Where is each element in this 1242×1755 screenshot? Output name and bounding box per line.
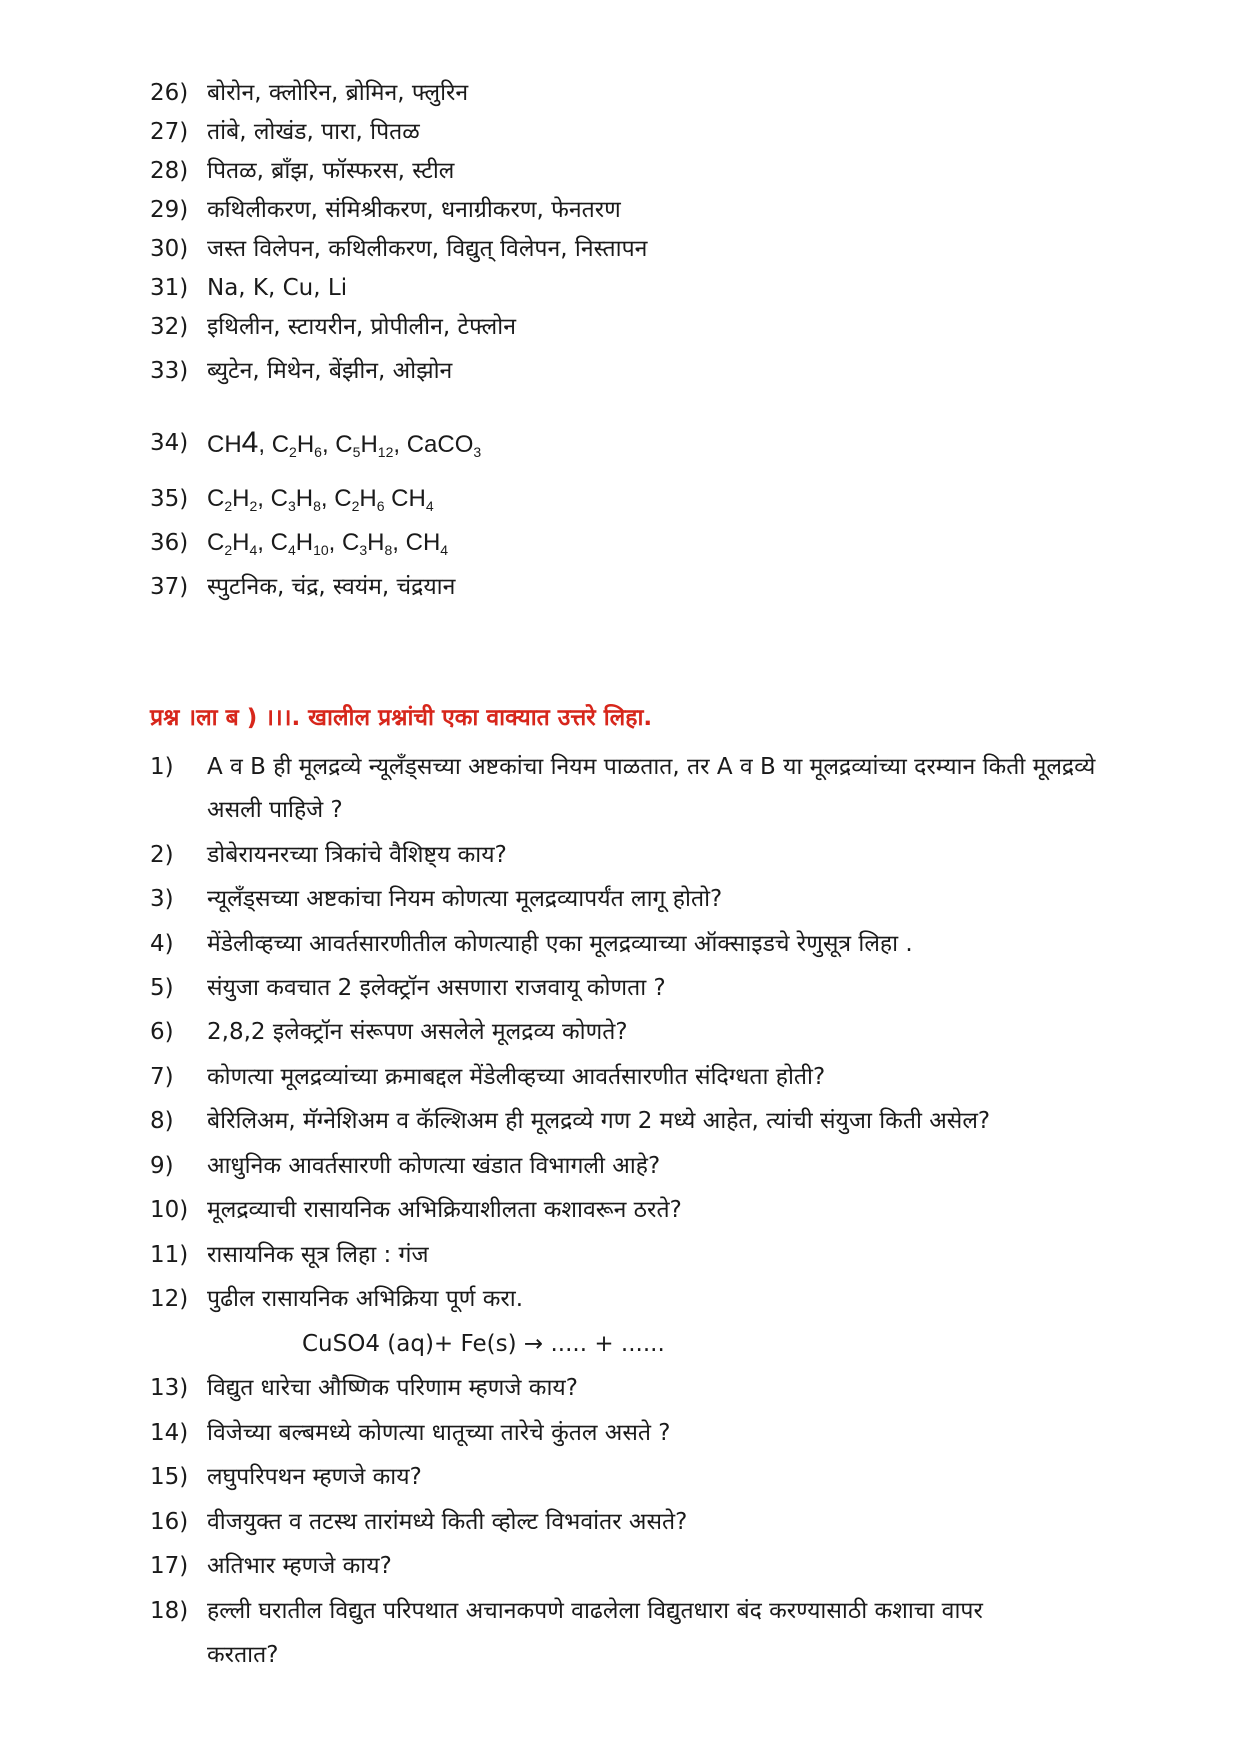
formula-subscript: 8 [384,542,393,558]
question-text: वीजयुक्त व तटस्थ तारांमध्ये किती व्होल्ट विभवांतर असते? [207,1509,688,1535]
question-number: 17) [150,1553,189,1579]
question-number: 18) [150,1598,189,1624]
question-number: 16) [150,1509,189,1535]
formula-part: CH [207,431,242,458]
formula-subscript: 10 [313,542,329,558]
formula-part: H [359,485,377,512]
question-text: बेरिलिअम, मॅग्नेशिअम व कॅल्शिअम ही मूलद्रव्ये गण 2 मध्ये आहेत, त्यांची संयुजा किती असेल? [207,1108,991,1134]
item-text: स्पुटनिक, चंद्र, स्वयंम, चंद्रयान [207,574,456,600]
formula-subscript: 3 [359,542,368,558]
formula-part: C [207,485,225,512]
formula-list [207,428,481,460]
formula-part: H [232,485,250,512]
item-text: इथिलीन, स्टायरीन, प्रोपीलीन, टेफ्लोन [207,314,516,340]
item-text: जस्त विलेपन, कथिलीकरण, विद्युत् विलेपन, निस्तापन [207,236,648,262]
question-number: 7) [150,1064,174,1090]
question-text: आधुनिक आवर्तसारणी कोणत्या खंडात विभागली आहे? [207,1153,661,1179]
formula-subscript: 2 [351,498,360,514]
section-heading: प्रश्न ।ला ब ) ।।।. खालील प्रश्नांची एका वाक्यात उत्तरे लिहा. [150,705,653,731]
question-number: 8) [150,1108,174,1134]
formula-subscript: 6 [376,498,385,514]
question-text: विद्युत धारेचा औष्णिक परिणाम म्हणजे काय? [207,1375,578,1401]
formula-subscript: 8 [313,498,321,514]
question-number: 14) [150,1420,189,1446]
question-number: 3) [150,886,174,912]
formula-part: , C [328,529,360,556]
formula-part: H [295,485,314,512]
formula-subscript: 4 [249,542,258,558]
question-text: करतात? [207,1642,279,1668]
formula-subscript: 2 [249,498,258,514]
question-text: पुढील रासायनिक अभिक्रिया पूर्ण करा. [207,1286,524,1312]
question-number: 4) [150,931,174,957]
item-number: 35) [150,486,189,512]
formula-part: , C [257,485,288,512]
item-text: बोरोन, क्लोरिन, ब्रोमिन, फ्लुरिन [207,80,469,106]
question-number: 11) [150,1242,189,1268]
formula-subscript: 4 [440,542,449,558]
question-number: 2) [150,842,174,868]
formula-part: , CaCO [393,431,474,458]
formula-part: 4 [241,426,259,459]
formula-part: H [232,529,250,556]
item-number: 28) [150,158,189,184]
question-text: अतिभार म्हणजे काय? [207,1553,392,1579]
formula-part: , CH [392,529,441,556]
item-number: 34) [150,430,189,456]
item-text: ब्युटेन, मिथेन, बेंझीन, ओझोन [207,358,453,384]
formula-part: H [295,529,314,556]
item-number: 36) [150,530,189,556]
question-number: 5) [150,975,174,1001]
item-number: 30) [150,236,189,262]
item-number: 29) [150,197,189,223]
formula-subscript: 4 [287,542,296,558]
question-text: संयुजा कवचात 2 इलेक्ट्रॉन असणारा राजवायू कोणता ? [207,975,666,1001]
formula-part: C [207,529,225,556]
formula-subscript: 3 [473,444,482,460]
question-number: 1) [150,754,174,780]
question-number: 15) [150,1464,189,1490]
item-text: पितळ, ब्राँझ, फॉस्फरस, स्टील [207,158,455,184]
formula-subscript: 5 [352,444,361,460]
question-text: कोणत्या मूलद्रव्यांच्या क्रमाबद्दल मेंडेलीव्हच्या आवर्तसारणीत संदिग्धता होती? [207,1064,826,1090]
question-text: न्यूलँड्सच्या अष्टकांचा नियम कोणत्या मूलद्रव्यापर्यंत लागू होतो? [207,886,723,912]
formula-list [207,484,434,514]
question-text: रासायनिक सूत्र लिहा : गंज [207,1242,429,1268]
item-text: तांबे, लोखंड, पारा, पितळ [207,119,420,145]
item-number: 32) [150,314,189,340]
formula-part: , C [320,485,352,512]
formula-subscript: 12 [377,444,394,460]
formula-subscript: 2 [289,444,297,460]
reaction-equation: CuSO4 (aq)+ Fe(s) → ..... + ...... [302,1331,665,1357]
item-number: 27) [150,119,189,145]
question-text: विजेच्या बल्बमध्ये कोणत्या धातूच्या तारेचे कुंतल असते ? [207,1420,671,1446]
question-text: डोबेरायनरच्या त्रिकांचे वैशिष्ट्य काय? [207,842,507,868]
formula-part: , C [321,431,353,458]
formula-part: CH [384,485,426,512]
question-number: 13) [150,1375,189,1401]
formula-subscript: 4 [425,498,434,514]
question-number: 12) [150,1286,189,1312]
question-text: हल्ली घरातील विद्युत परिपथात अचानकपणे वाढलेला विद्युतधारा बंद करण्यासाठी कशाचा वापर [207,1598,983,1624]
formula-part: , C [257,529,288,556]
formula-part: , C [258,431,290,458]
item-number: 33) [150,358,189,384]
formula-part: H [296,431,315,458]
item-text: Na, K, Cu, Li [207,275,348,301]
question-number: 9) [150,1153,174,1179]
formula-subscript: 3 [287,498,296,514]
question-text: मूलद्रव्याची रासायनिक अभिक्रियाशीलता कशावरून ठरते? [207,1197,682,1223]
formula-subscript: 2 [224,498,233,514]
item-text: कथिलीकरण, संमिश्रीकरण, धनाग्रीकरण, फेनतरण [207,197,621,223]
question-number: 10) [150,1197,189,1223]
item-number: 31) [150,275,189,301]
formula-part: H [367,529,385,556]
formula-subscript: 6 [314,444,322,460]
question-text: लघुपरिपथन म्हणजे काय? [207,1464,422,1490]
formula-list [207,528,448,558]
question-number: 6) [150,1019,174,1045]
question-text: 2,8,2 इलेक्ट्रॉन संरूपण असलेले मूलद्रव्य कोणते? [207,1019,628,1045]
question-text: A व B ही मूलद्रव्ये न्यूलँड्सच्या अष्टकांचा नियम पाळतात, तर A व B या मूलद्रव्यांच्या दरम्यान किती मूलद्रव्ये [207,754,1096,780]
question-text: मेंडेलीव्हच्या आवर्तसारणीतील कोणत्याही एका मूलद्रव्याच्या ऑक्साइडचे रेणुसूत्र लिहा . [207,931,913,957]
question-text: असली पाहिजे ? [207,797,343,823]
formula-part: H [360,431,378,458]
item-number: 37) [150,574,189,600]
formula-subscript: 2 [224,542,233,558]
item-number: 26) [150,80,189,106]
